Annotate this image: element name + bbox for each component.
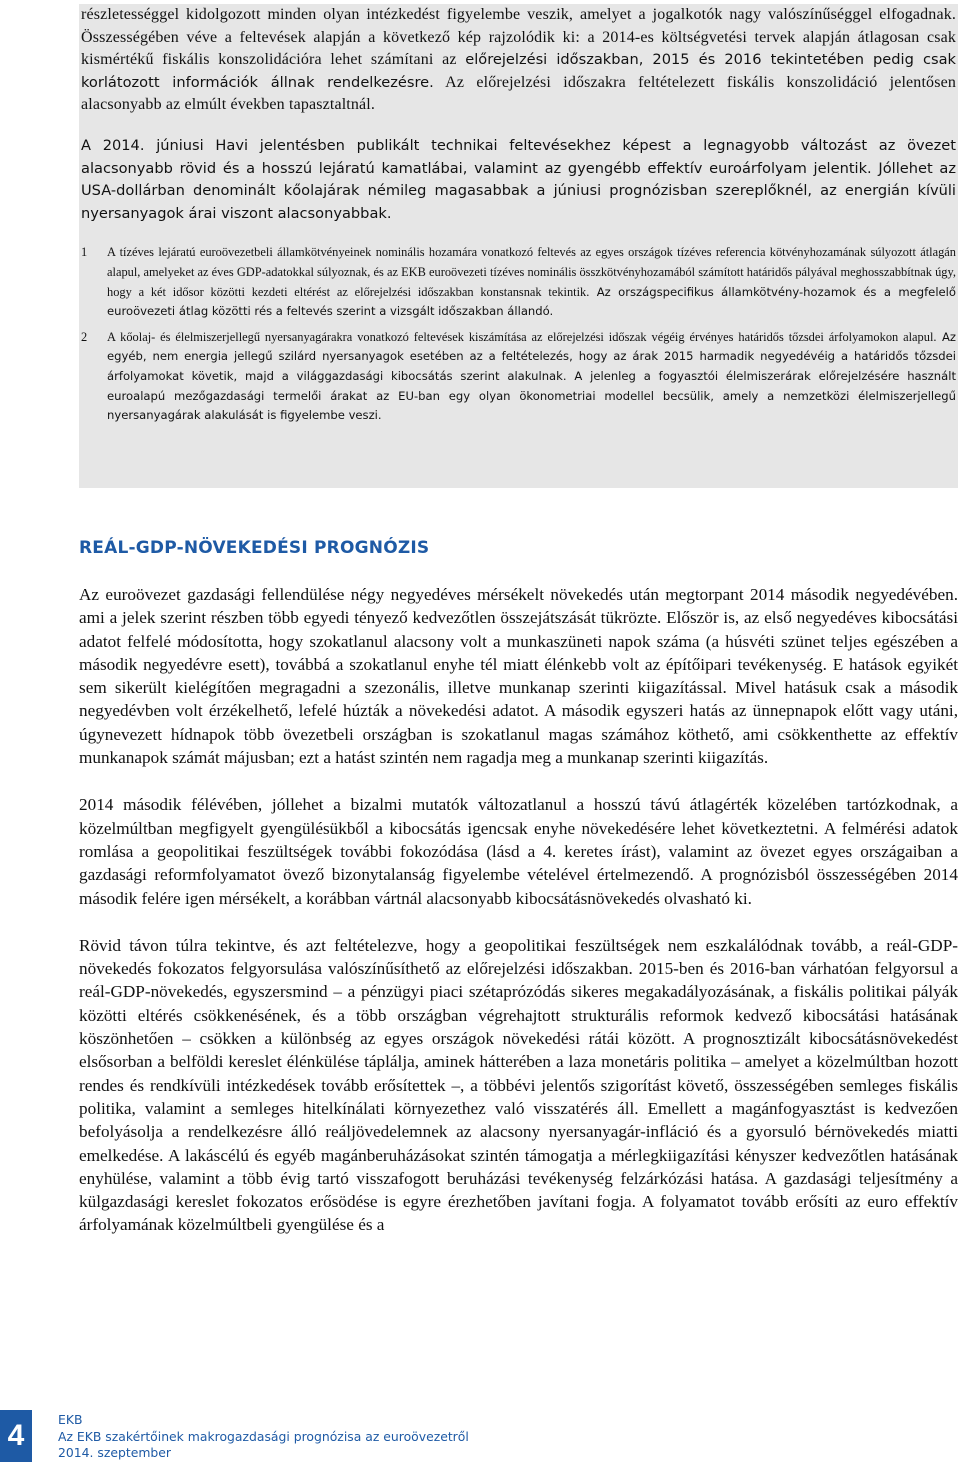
footnote-number: 2 bbox=[81, 329, 88, 344]
box-paragraph-1: részletességgel kidolgozott minden olyan intézkedést figyelembe veszik, amelyet a jogalkotók nagy valószínűséggel elfogadnak. Összességében véve a feltevések alapján a következő kép rajzolódik ki: a 2014-es költségvetési tervek alapján átlagosan csak kismértékű fiskális konszolidációra lehet számítani az előrejelzési időszakban, 2015 és 2016 tekintetében pedig csak korlátozott információk állnak rendelkezésre. Az előrejelzési időszakra feltételezett fiskális konszolidáció jelentősen alacsonyabb az elmúlt években tapasztaltnál. bbox=[81, 6, 956, 114]
info-box bbox=[79, 4, 958, 488]
footer-text bbox=[58, 1412, 469, 1462]
section-title: REÁL-GDP-NÖVEKEDÉSI PROGNÓZIS bbox=[79, 538, 430, 558]
footnote-number: 1 bbox=[81, 245, 88, 260]
footnote-text: A tízéves lejáratú euroövezetbeli államkötvényeinek nominális hozamára vonatkozó feltevés az egyes országok tízéves referencia kötvényhozamának súlyozott átlagán alapul, amelyeket az éves GDP-adatokkal súlyoznak, és az EKB euroövezeti tízéves nominális összkötvényhozamából számított határidős pályával meghosszabbítnak úgy, hogy a két idősor közötti kezdeti eltérést az előrejelzési időszakban konstansnak tekintik. Az országspecifikus államkötvény-hozamok és a megfelelő euroövezeti átlag közötti rés a feltevés szerint a vizsgált időszakban állandó. bbox=[107, 245, 956, 319]
footer-publication-title: Az EKB szakértőinek makrogazdasági prognózisa az euroövezetről bbox=[58, 1428, 469, 1444]
page-footer bbox=[0, 1410, 960, 1462]
footnote-list bbox=[79, 243, 958, 425]
footnote-item bbox=[79, 243, 958, 321]
body-paragraph-2: 2014 második félévében, jóllehet a bizalmi mutatók változatlanul a hosszú távú átlagérték közelében tartózkodnak, a közelmúltban megfigyelt gyengülésükből a kibocsátás igencsak enyhe növekedésére lehet következtetni. A felmérési adatok romlása a geopolitikai feszültségek további fokozódása (lásd a 4. keretes írást), valamint az övezet egyes országaiban a gazdasági reformfolyamatot övező bizonytalanság figyelembe vételével értelmezendő. A prognózisból összességében 2014 második felére igen mérsékelt, a korábban vártnál alacsonyabb kibocsátásnövekedés olvasható ki. bbox=[79, 795, 958, 908]
body-text bbox=[79, 583, 958, 1261]
footnote-item bbox=[79, 328, 958, 426]
body-paragraph-3: Rövid távon túlra tekintve, és azt feltételezve, hogy a geopolitikai feszültségek nem eszkalálódnak tovább, a reál-GDP-növekedés fokozatos felgyorsulása valószínűsíthető az előrejelzési időszakban. 2015-ben és 2016-ban várhatóan felgyorsul a reál-GDP-növekedés, egyszersmind – a pénzügyi piaci szétaprózódás sikeres megakadályozásának, a fiskális politikai pályák közötti eltérés csökkenésének, és a több országban végrehajtott strukturális reformok kedvező kibocsátási hatásának köszönhetően – csökken a különbség az egyes országok növekedési rátái között. A prognosztizált kibocsátásnövekedést elsősorban a belföldi kereslet élénkülése táplálja, aminek hátterében a laza monetáris politika – amelyet a közelmúltban hozott rendes és rendkívüli intézkedések tovább erősítettek –, a többévi jelentős szigorítást követő, összességében semleges fiskális politika, valamint a semleges hitelkínálati környezethez való visszatérés áll. Emellett a magánfogyasztást is kedvezően befolyásolja a rendelkezésre álló reáljövedelemnek az alacsony nyersanyagár-infláció és a gyorsuló bérnövekedés miatti emelkedése. A lakáscélú és egyéb magánberuházásokat szintén támogatja a mérlegkiigazítási kényszer kedvezőtlen hatásának enyhülése, valamint a több évig tartó visszafogott beruházási tevékenység felzárkózási hatása. A gazdasági teljesítmény a külgazdasági kereslet fokozatos erősödése is egyre érezhetőben javítani fogja. A folyamatot tovább erősíti az euro effektív árfolyamának közelmúltbeli gyengülése és a bbox=[79, 935, 958, 1235]
page-number: 4 bbox=[0, 1410, 32, 1462]
body-paragraph-1: Az euroövezet gazdasági fellendülése négy negyedéves mérsékelt növekedés után megtorpant 2014 második negyedévében. ami a jelek szerint részben több egyedi tényező kedvezőtlen összejátszását tükrözte. Először is, az első negyedéves kibocsátási adatot felfelé módosította, hogy szokatlanul alacsony volt a munkaszüneti napok száma (a húsvéti szünet teljes egészében a második negyedévre esett), továbbá a szokatlanul enyhe tél miatt élénkebb volt az építőipari tevékenység. E hatások egyikét sem sikerült kielégítően megragadni a szezonális, illetve munkanap szerinti kiigazítással. Mivel hatásuk csak a második negyedévben volt érzékelhető, lefelé húzták a növekedési adatot. A második egyszeri hatás az ünnepnapok előtt vagy utáni, úgynevezett hídnapok több övezetbeli országban is szokatlanul magas számához köthető, ami csökkenthette az effektív munkanapok számát májusban; ezt a hatást szintén nem ragadja meg a munkanap szerinti kiigazítás. bbox=[79, 585, 958, 768]
box-paragraph-2: A 2014. júniusi Havi jelentésben publikált technikai feltevésekhez képest a legnagyobb változást az övezet alacsonyabb rövid és a hosszú lejáratú kamatlábai, valamint az gyengébb effektív euroárfolyam jelentik. Jóllehet az USA-dollárban denominált kőolajárak némileg magasabbak a júniusi prognózisban szereplőknél, az energián kívüli nyersanyagok árai viszont alacsonyabbak. bbox=[81, 136, 956, 222]
footnote-text: A kőolaj- és élelmiszerjellegű nyersanyagárakra vonatkozó feltevések kiszámítása az előrejelzési időszak végéig érvényes határidős tőzsdei árfolyamokon alapul. Az egyéb, nem energia jellegű szilárd nyersanyagok esetében az a feltételezés, hogy az árak 2015 harmadik negyedévéig a határidős tőzsdei árfolyamokat követik, majd a világgazdasági kibocsátás szerint alakulnak. A jelenleg a fogyasztói élelmiszerárak előrejelzésére használt euroalapú mezőgazdasági termelői árakat az EU-ban egy olyan ökonometriai modellel becsülik, amely a nemzetközi élelmiszerjellegű nyersanyagárak alakulását is figyelembe veszi. bbox=[107, 329, 957, 423]
footer-publisher: EKB bbox=[58, 1412, 83, 1427]
footer-date: 2014. szeptember bbox=[58, 1445, 171, 1460]
